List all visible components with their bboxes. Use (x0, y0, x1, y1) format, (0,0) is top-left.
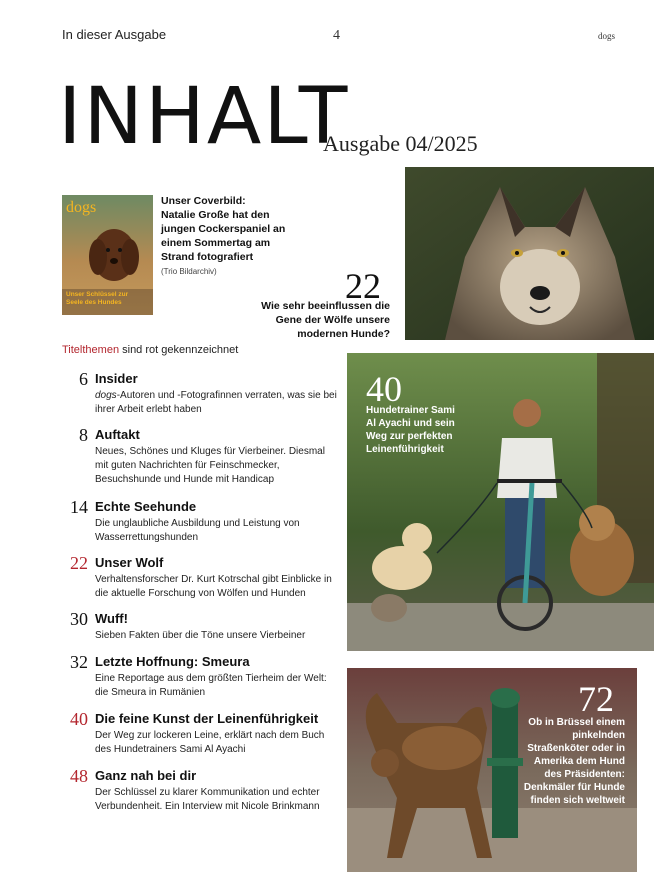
cover-caption (161, 194, 301, 279)
toc-number: 30 (70, 609, 88, 629)
toc-desc: Der Schlüssel zu klarer Kommunikation und echter Verbundenheit. Ein Interview mit Nicole Brinkmann (95, 787, 320, 812)
page-title: INHALT (58, 72, 350, 162)
cover-logo: dogs (66, 199, 97, 216)
cover-caption-text: Natalie Große hat den jungen Cockerspaniel an einem Sommertag am Strand fotografiert (161, 209, 286, 263)
cover-caption-heading: Unser Coverbild: (161, 195, 246, 207)
feature-statue-number: 72 (578, 679, 614, 719)
toc-title: Insider (95, 371, 138, 386)
legend (62, 344, 238, 356)
toc-number: 6 (79, 369, 88, 389)
toc-desc-text: -Autoren und -Fotografinnen verraten, was sie bei ihrer Arbeit erlebt haben (95, 390, 337, 415)
feature-trainer-number: 40 (366, 369, 402, 409)
toc-number: 8 (79, 425, 88, 445)
feature-statue-text: Ob in Brüssel einem pinkelnden Straßenköter oder in Amerika dem Hund des Präsidenten: Denkmäler für Hunde finden sich weltweit (523, 717, 625, 806)
wolf-photo[interactable] (405, 167, 654, 340)
toc-desc-italic: dogs (95, 390, 117, 401)
feature-wolf-text: Wie sehr beeinflussen die Gene der Wölfe unsere modernen Hunde? (261, 300, 390, 340)
toc-title: Unser Wolf (95, 555, 164, 570)
cover-headline: Unser Schlüssel zur Seele des Hundes (66, 291, 129, 306)
toc-desc: Verhaltensforscher Dr. Kurt Kotrschal gibt Einblicke in die aktuelle Forschung von Wölfen und Hunden (95, 574, 332, 599)
page-number: 4 (333, 28, 340, 43)
toc-desc: Die unglaubliche Ausbildung und Leistung von Wasserrettungshunden (95, 518, 300, 543)
legend-red-part: Titelthemen (62, 344, 120, 356)
cover-image (62, 195, 153, 315)
brand-logo: dogs (598, 31, 616, 41)
feature-wolf-number: 22 (345, 266, 381, 306)
toc-desc: Eine Reportage aus dem größten Tierheim der Welt: die Smeura in Rumänien (95, 673, 327, 698)
toc-number: 40 (70, 709, 88, 729)
feature-trainer-text: Hundetrainer Sami Al Ayachi und sein Weg zur perfekten Leinenführigkeit (366, 405, 455, 455)
toc-title: Echte Seehunde (95, 499, 197, 514)
toc-desc: Neues, Schönes und Kluges für Vierbeiner. Diesmal mit guten Nachrichten für Feinschmecker, Besuchshunde und Hunde mit Handicap (95, 446, 325, 485)
section-label: In dieser Ausgabe (62, 27, 167, 42)
toc-number: 22 (70, 553, 88, 573)
legend-rest: sind rot gekennzeichnet (119, 344, 239, 356)
issue-label: Ausgabe 04/2025 (323, 131, 478, 156)
wolf-illustration (405, 167, 654, 340)
cover-credit: (Trio Bildarchiv) (161, 267, 217, 276)
toc-number: 48 (70, 766, 88, 786)
toc-desc: Sieben Fakten über die Töne unsere Vierbeiner (95, 630, 306, 641)
toc-desc: Der Weg zur lockeren Leine, erklärt nach dem Buch des Hundetrainers Sami Al Ayachi (95, 730, 325, 755)
toc-title: Ganz nah bei dir (95, 768, 197, 783)
toc-number: 14 (70, 497, 88, 517)
toc-desc (95, 389, 340, 417)
toc-title: Auftakt (95, 427, 140, 442)
toc-title: Letzte Hoffnung: Smeura (95, 654, 250, 669)
toc-title: Die feine Kunst der Leinenführigkeit (95, 711, 319, 726)
cover-thumbnail[interactable] (62, 195, 153, 315)
toc-title: Wuff! (95, 611, 128, 626)
toc-number: 32 (70, 652, 88, 672)
